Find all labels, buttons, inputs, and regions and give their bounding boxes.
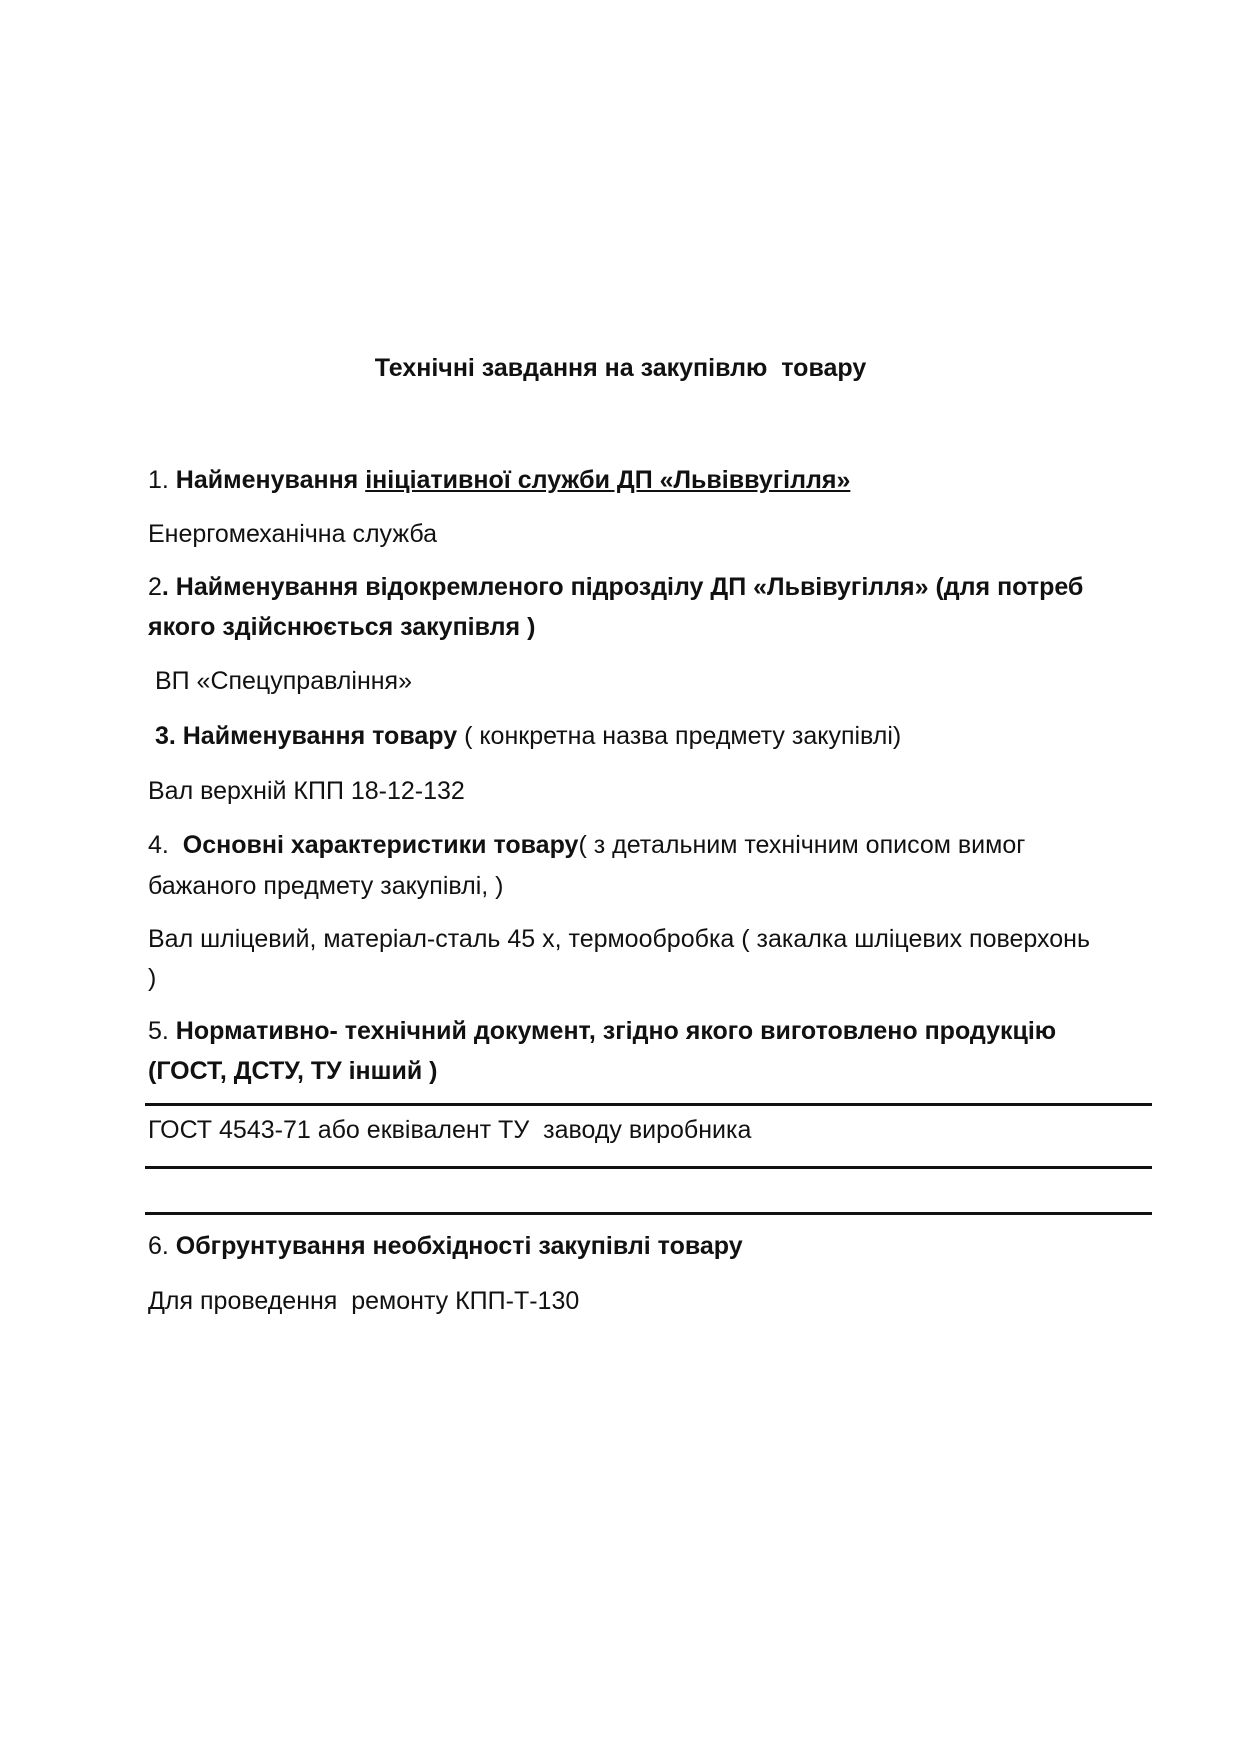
section-1-heading-bold: Найменування <box>175 466 366 494</box>
section-5-heading-line-1 <box>148 1011 1056 1051</box>
section-5-heading-line-2: (ГОСТ, ДСТУ, ТУ інший ) <box>148 1057 438 1085</box>
section-1-heading <box>148 460 850 500</box>
section-4-heading-line-1 <box>148 825 1025 865</box>
section-3-heading-bold: 3. Найменування товару <box>148 722 458 750</box>
document-title: Технічні завдання на закупівлю товару <box>374 354 867 382</box>
section-6-heading <box>148 1226 743 1266</box>
section-1-number: 1. <box>148 466 176 494</box>
section-5-number: 5. <box>148 1017 176 1045</box>
underline-rule-1 <box>145 1103 1152 1106</box>
underline-rule-2 <box>145 1166 1152 1169</box>
section-2-heading-text: . Найменування відокремленого підрозділу ДП «Львівугілля» (для потреб <box>161 573 1084 601</box>
section-4-number: 4. <box>148 831 183 859</box>
section-6-heading-bold: Обгрунтування необхідності закупівлі товару <box>175 1232 743 1260</box>
section-1-value: Енергомеханічна служба <box>148 520 437 548</box>
section-4-value-line-2: ) <box>148 964 157 992</box>
section-4-value-line-1: Вал шліцевий, матеріал-сталь 45 х, термообробка ( закалка шліцевих поверхонь <box>148 925 1090 953</box>
section-1-heading-underlined: ініціативної служби ДП «Львіввугілля» <box>365 466 851 494</box>
section-3-value: Вал верхній КПП 18-12-132 <box>148 777 465 805</box>
section-2-heading-line-2: якого здійснюється закупівля ) <box>148 613 536 641</box>
section-2-value: ВП «Спецуправління» <box>148 667 413 695</box>
section-5-heading-text: Нормативно- технічний документ, згідно якого виготовлено продукцію <box>175 1017 1057 1045</box>
section-4-heading-rest: ( з детальним технічним описом вимог <box>578 831 1026 859</box>
underline-rule-3 <box>145 1212 1152 1215</box>
section-4-heading-bold: Основні характеристики товару <box>182 831 579 859</box>
section-6-number: 6. <box>148 1232 176 1260</box>
section-3-heading <box>148 716 901 756</box>
section-2-heading-line-1 <box>148 567 1083 607</box>
section-6-value: Для проведення ремонту КПП-Т-130 <box>148 1287 580 1315</box>
section-3-heading-rest: ( конкретна назва предмету закупівлі) <box>457 722 902 750</box>
section-5-value: ГОСТ 4543-71 або еквівалент ТУ заводу виробника <box>148 1116 752 1144</box>
section-4-heading-line-2: бажаного предмету закупівлі, ) <box>148 872 504 900</box>
section-2-number: 2 <box>148 573 162 601</box>
